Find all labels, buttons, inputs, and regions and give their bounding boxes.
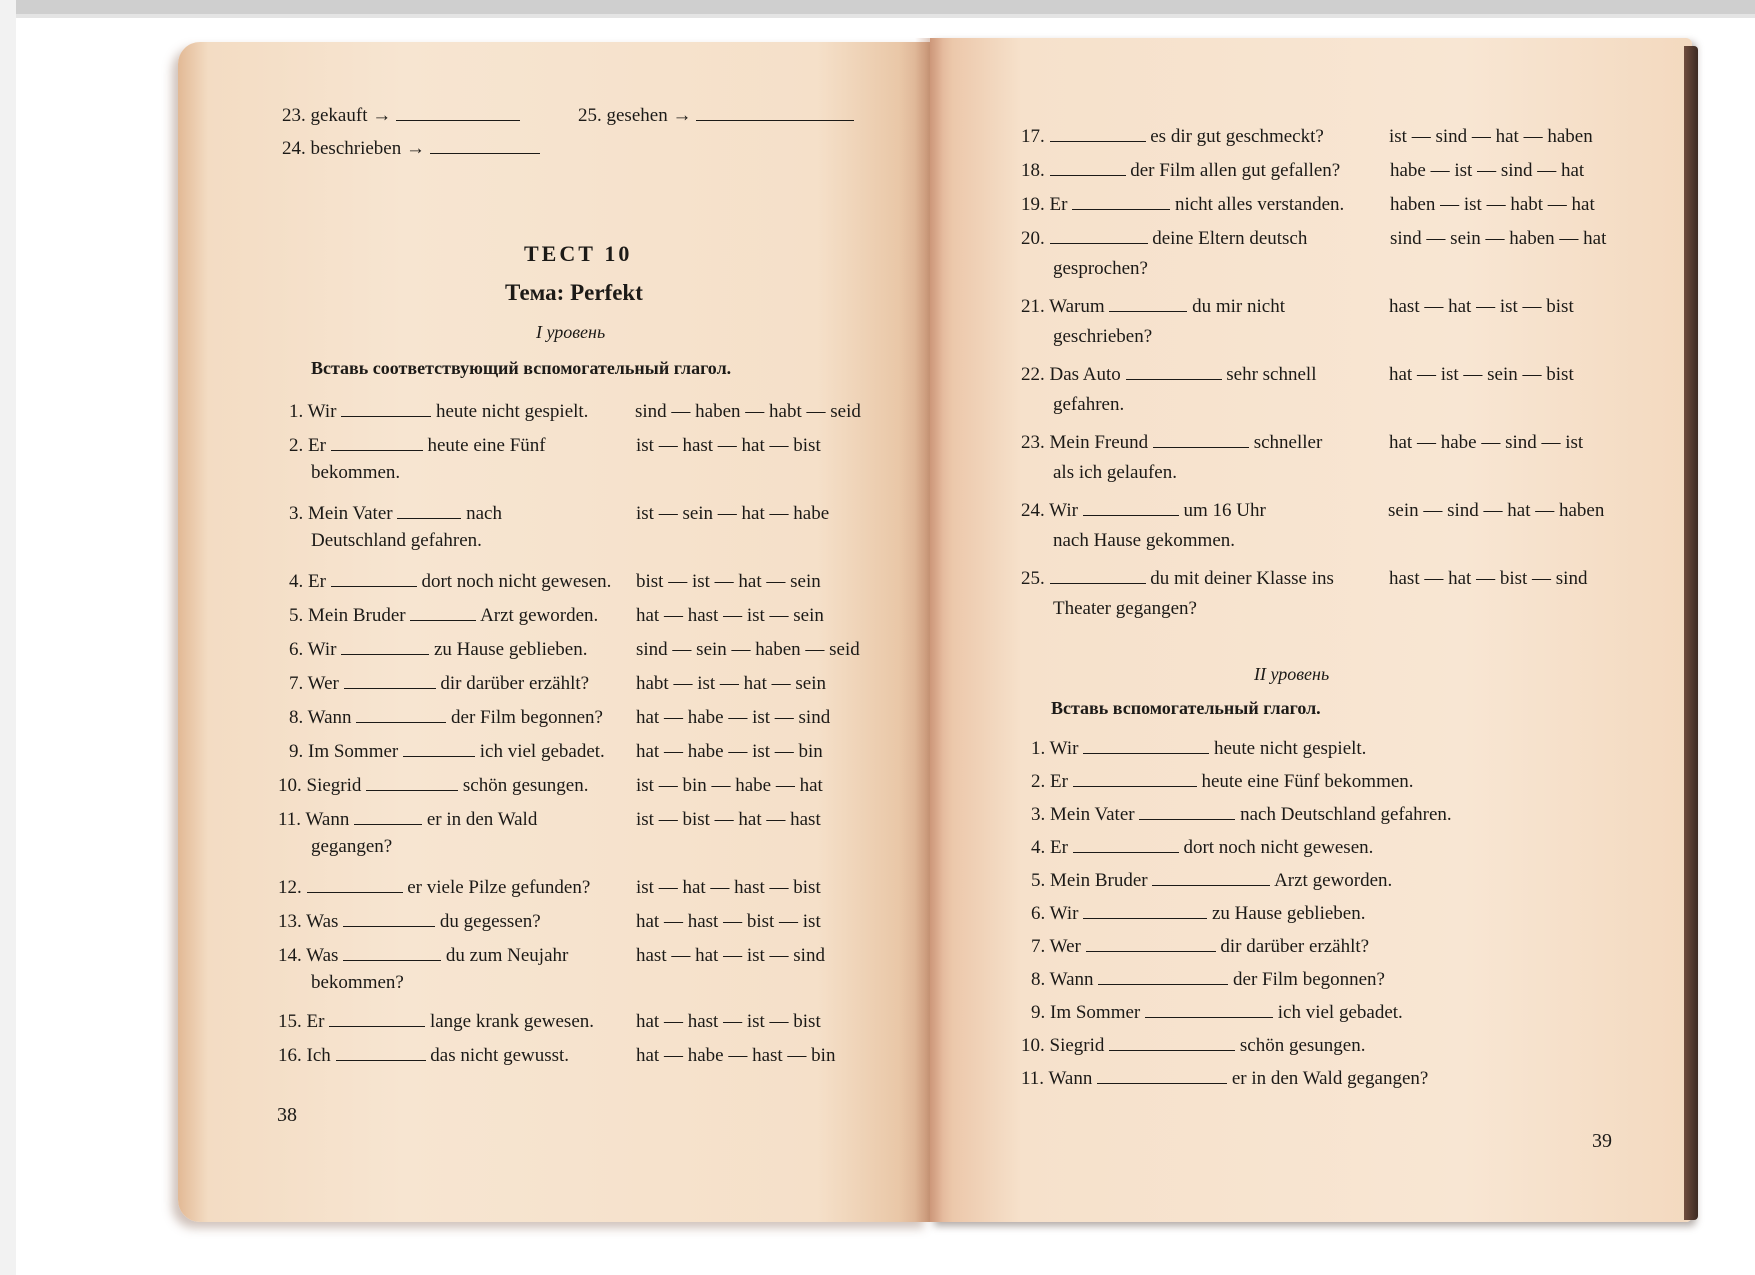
exercise-item [1031, 932, 1369, 962]
item-word: gekauft → [310, 105, 392, 126]
item-rest: Arzt geworden. [480, 605, 599, 626]
item-subject: Er [308, 435, 326, 456]
item-number: 7. [1031, 936, 1046, 957]
exercise-item [278, 1007, 594, 1037]
item-number: 1. [289, 401, 304, 422]
test-title: ТЕСТ 10 [524, 241, 633, 266]
item-rest: das nicht gewusst. [430, 1045, 570, 1066]
answer-blank[interactable] [336, 1042, 426, 1061]
answer-blank[interactable] [1126, 361, 1222, 380]
item-number: 23. [1021, 432, 1045, 453]
book-edge [1684, 46, 1698, 1220]
answer-blank[interactable] [1050, 565, 1146, 584]
answer-blank[interactable] [1097, 1065, 1227, 1084]
item-rest: dort noch nicht gewesen. [421, 571, 612, 592]
item-rest: schön gesungen. [1239, 1035, 1366, 1056]
exercise-item [289, 499, 502, 529]
answer-blank[interactable] [396, 102, 520, 121]
answer-options: bist — ist — hat — sein [636, 571, 821, 592]
answer-blank[interactable] [1139, 801, 1235, 820]
item-rest: du gegessen? [439, 911, 541, 932]
answer-blank[interactable] [397, 500, 461, 519]
answer-blank[interactable] [356, 704, 446, 723]
answer-blank[interactable] [696, 102, 854, 121]
item-number: 25. [578, 105, 602, 126]
item-rest: er in den Wald [426, 809, 538, 830]
answer-blank[interactable] [366, 772, 458, 791]
answer-blank[interactable] [1072, 191, 1170, 210]
item-continuation: gegangen? [311, 836, 393, 857]
item-subject: Er [1050, 837, 1068, 858]
answer-blank[interactable] [403, 738, 475, 757]
answer-blank[interactable] [343, 908, 435, 927]
item-number: 23. [282, 105, 306, 126]
item-subject: Er [306, 1011, 325, 1032]
test-topic: Тема: Perfekt [505, 280, 643, 305]
exercise-item [1031, 734, 1366, 764]
answer-options: ist — sein — hat — habe [636, 503, 830, 524]
item-number: 9. [1031, 1002, 1046, 1023]
item-rest: dir darüber erzählt? [440, 673, 590, 694]
exercise-item [1031, 998, 1403, 1028]
item-subject: Was [306, 945, 339, 966]
exercise-item [1021, 496, 1266, 526]
answer-blank[interactable] [1153, 429, 1249, 448]
page-number-right: 39 [1592, 1130, 1612, 1152]
item-rest: der Film allen gut gefallen? [1130, 160, 1341, 181]
item-number: 17. [1021, 126, 1045, 147]
item-subject: Er [308, 571, 326, 592]
answer-options: hat — hast — ist — bist [636, 1011, 821, 1032]
answer-options: sind — sein — haben — hat [1390, 228, 1607, 249]
answer-blank[interactable] [341, 636, 429, 655]
item-rest: dort noch nicht gewesen. [1183, 837, 1374, 858]
item-number: 6. [1031, 903, 1046, 924]
scan-border-top [0, 0, 1755, 14]
answer-options: ist — hast — hat — bist [636, 435, 821, 456]
exercise-item [278, 771, 588, 801]
item-number: 7. [289, 673, 304, 694]
item-subject: Im Sommer [308, 741, 399, 762]
answer-blank[interactable] [329, 1008, 425, 1027]
item-number: 10. [278, 775, 302, 796]
item-subject: Mein Vater [1050, 804, 1135, 825]
item-number: 24. [282, 138, 306, 159]
answer-blank[interactable] [331, 568, 417, 587]
exercise-item [1031, 965, 1385, 995]
exercise-item [289, 601, 598, 631]
answer-options: haben — ist — habt — hat [1390, 194, 1595, 215]
item-subject: Was [306, 911, 339, 932]
answer-options: sind — haben — habt — seid [635, 401, 861, 422]
item-subject: Er [1050, 771, 1068, 792]
item-continuation: bekommen? [311, 972, 404, 993]
item-subject: Das Auto [1049, 364, 1121, 385]
item-number: 18. [1021, 160, 1045, 181]
item-rest: heute nicht gespielt. [1213, 738, 1367, 759]
item-subject: Wer [1049, 936, 1081, 957]
item-subject: Mein Bruder [1050, 870, 1148, 891]
item-subject: Wann [1048, 1068, 1093, 1089]
answer-blank[interactable] [410, 602, 476, 621]
item-rest: schneller [1253, 432, 1323, 453]
item-rest: heute nicht gespielt. [435, 401, 589, 422]
answer-options: hat — habe — hast — bin [636, 1045, 836, 1066]
item-subject: Wir [307, 401, 337, 422]
item-number: 21. [1021, 296, 1045, 317]
item-subject: Siegrid [1049, 1035, 1105, 1056]
exercise-item [1031, 866, 1392, 896]
item-number: 5. [289, 605, 304, 626]
item-number: 1. [1031, 738, 1046, 759]
level-2-heading: II уровень [1254, 664, 1330, 684]
exercise-item [1021, 190, 1344, 220]
item-number: 25. [1021, 568, 1045, 589]
item-continuation: bekommen. [311, 462, 401, 483]
item-rest: nach [466, 503, 502, 524]
answer-blank[interactable] [1152, 867, 1270, 886]
item-rest: es dir gut geschmeckt? [1150, 126, 1324, 147]
item-rest: der Film begonnen? [451, 707, 603, 728]
item-rest: heute eine Fünf [427, 435, 546, 456]
answer-blank[interactable] [430, 135, 540, 154]
answer-options: sein — sind — hat — haben [1388, 500, 1605, 521]
item-rest: Arzt geworden. [1274, 870, 1393, 891]
item-subject: Mein Vater [308, 503, 393, 524]
exercise-item [289, 431, 546, 461]
item-continuation: geschrieben? [1053, 326, 1153, 347]
item-continuation: gefahren. [1053, 394, 1125, 415]
answer-blank[interactable] [344, 670, 436, 689]
item-rest: sehr schnell [1226, 364, 1317, 385]
item-word: beschrieben → [310, 138, 425, 159]
item-subject: Wann [305, 809, 350, 830]
item-rest: er in den Wald gegangen? [1231, 1068, 1429, 1089]
exercise-item [1031, 767, 1414, 797]
answer-options: hat — habe — sind — ist [1389, 432, 1584, 453]
answer-options: hast — hat — ist — bist [1389, 296, 1574, 317]
page-number-left: 38 [277, 1104, 297, 1126]
answer-blank[interactable] [1073, 834, 1179, 853]
exercise-item [1031, 800, 1452, 830]
answer-blank[interactable] [1050, 225, 1148, 244]
item-number: 20. [1021, 228, 1045, 249]
item-subject: Warum [1049, 296, 1105, 317]
item-number: 24. [1021, 500, 1045, 521]
item-continuation: Deutschland gefahren. [311, 530, 482, 551]
item-subject: Wann [307, 707, 352, 728]
item-number: 19. [1021, 194, 1045, 215]
item-rest: heute eine Fünf bekommen. [1201, 771, 1414, 792]
exercise-item [278, 907, 541, 937]
item-subject: Wir [307, 639, 337, 660]
item-subject: Mein Freund [1049, 432, 1149, 453]
item-subject: Ich [306, 1045, 331, 1066]
item-rest: nicht alles verstanden. [1174, 194, 1345, 215]
item-subject: Siegrid [306, 775, 362, 796]
item-number: 8. [1031, 969, 1046, 990]
answer-blank[interactable] [343, 942, 441, 961]
item-subject: Er [1049, 194, 1068, 215]
item-continuation: gesprochen? [1053, 258, 1148, 279]
item-number: 11. [1021, 1068, 1045, 1089]
exercise-item [278, 941, 568, 971]
answer-options: ist — sind — hat — haben [1389, 126, 1593, 147]
answer-blank[interactable] [331, 432, 423, 451]
exercise-item [1031, 833, 1373, 863]
item-number: 3. [289, 503, 304, 524]
item-number: 4. [1031, 837, 1046, 858]
answer-blank[interactable] [1145, 999, 1273, 1018]
answer-blank[interactable] [307, 874, 403, 893]
item-number: 16. [278, 1045, 302, 1066]
exercise-item [1021, 1064, 1428, 1094]
carryover-item-23 [282, 101, 520, 131]
exercise-item [289, 567, 611, 597]
exercise-item [289, 669, 589, 699]
item-continuation: Theater gegangen? [1053, 598, 1197, 619]
answer-options: hat — habe — ist — bin [636, 741, 823, 762]
exercise-item [278, 1041, 569, 1071]
answer-blank[interactable] [1109, 293, 1187, 312]
answer-blank[interactable] [1050, 157, 1126, 176]
answer-options: ist — bist — hat — hast [636, 809, 821, 830]
level-heading: I уровень [536, 322, 606, 342]
answer-options: hat — habe — ist — sind [636, 707, 831, 728]
exercise-item [289, 737, 605, 767]
exercise-item [289, 703, 603, 733]
item-rest: der Film begonnen? [1233, 969, 1385, 990]
item-number: 14. [278, 945, 302, 966]
item-rest: schön gesungen. [462, 775, 589, 796]
item-number: 3. [1031, 804, 1046, 825]
item-continuation: nach Hause gekommen. [1053, 530, 1236, 551]
answer-options: habe — ist — sind — hat [1390, 160, 1585, 181]
answer-options: habt — ist — hat — sein [636, 673, 826, 694]
answer-options: hat — hast — bist — ist [636, 911, 821, 932]
item-subject: Mein Bruder [308, 605, 406, 626]
item-number: 22. [1021, 364, 1045, 385]
scan-border-shadow [0, 14, 1755, 18]
exercise-item [1021, 224, 1307, 254]
item-number: 2. [1031, 771, 1046, 792]
item-subject: Wir [1049, 903, 1079, 924]
item-number: 6. [289, 639, 304, 660]
book-gutter [915, 38, 943, 1222]
exercise-item [1021, 156, 1340, 186]
answer-blank[interactable] [1083, 497, 1179, 516]
answer-options: hast — hat — bist — sind [1389, 568, 1588, 589]
answer-options: hat — hast — ist — sein [636, 605, 824, 626]
level-2-instruction: Вставь вспомогательный глагол. [1051, 698, 1321, 718]
item-number: 9. [289, 741, 304, 762]
item-number: 2. [289, 435, 304, 456]
item-rest: zu Hause geblieben. [433, 639, 588, 660]
exercise-item [1031, 899, 1365, 929]
item-subject: Wir [1049, 738, 1079, 759]
answer-options: ist — hat — hast — bist [636, 877, 821, 898]
item-rest: du mit deiner Klasse ins [1150, 568, 1334, 589]
item-number: 15. [278, 1011, 302, 1032]
item-rest: du mir nicht [1192, 296, 1286, 317]
carryover-item-24 [282, 134, 540, 164]
item-rest: nach Deutschland gefahren. [1240, 804, 1452, 825]
answer-options: ist — bin — habe — hat [636, 775, 823, 796]
item-rest: um 16 Uhr [1183, 500, 1266, 521]
exercise-item [1021, 564, 1334, 594]
answer-blank[interactable] [354, 806, 422, 825]
item-number: 11. [278, 809, 302, 830]
item-subject: Im Sommer [1050, 1002, 1141, 1023]
exercise-item [1021, 428, 1322, 458]
item-number: 12. [278, 877, 302, 898]
item-rest: lange krank gewesen. [429, 1011, 595, 1032]
exercise-item [1021, 1031, 1365, 1061]
answer-blank[interactable] [1109, 1032, 1235, 1051]
answer-blank[interactable] [1073, 768, 1197, 787]
answer-blank[interactable] [1083, 735, 1209, 754]
item-continuation: als ich gelaufen. [1053, 462, 1177, 483]
item-subject: Wir [1049, 500, 1078, 521]
exercise-item [278, 805, 537, 835]
exercise-item [278, 873, 590, 903]
item-number: 8. [289, 707, 304, 728]
item-rest: zu Hause geblieben. [1211, 903, 1366, 924]
item-word: gesehen → [606, 105, 692, 126]
exercise-item [1021, 360, 1316, 390]
item-rest: dir darüber erzählt? [1220, 936, 1370, 957]
exercise-item [1021, 292, 1285, 322]
item-number: 5. [1031, 870, 1046, 891]
instruction: Вставь соответствующий вспомогательный глагол. [311, 358, 732, 378]
exercise-item [289, 635, 587, 665]
answer-blank[interactable] [1083, 900, 1207, 919]
item-subject: Wann [1049, 969, 1094, 990]
answer-options: hast — hat — ist — sind [636, 945, 825, 966]
item-rest: ich viel gebadet. [1277, 1002, 1403, 1023]
item-rest: du zum Neujahr [445, 945, 569, 966]
item-rest: deine Eltern deutsch [1152, 228, 1308, 249]
item-number: 10. [1021, 1035, 1045, 1056]
answer-blank[interactable] [1050, 123, 1146, 142]
exercise-item [1021, 122, 1324, 152]
item-number: 4. [289, 571, 304, 592]
scan-border-left [0, 0, 16, 1275]
answer-blank[interactable] [1098, 966, 1228, 985]
item-number: 13. [278, 911, 302, 932]
carryover-item-25 [578, 101, 854, 131]
item-subject: Wer [307, 673, 339, 694]
answer-blank[interactable] [1086, 933, 1216, 952]
answer-blank[interactable] [341, 398, 431, 417]
answer-options: sind — sein — haben — seid [636, 639, 860, 660]
item-rest: ich viel gebadet. [479, 741, 605, 762]
item-rest: er viele Pilze gefunden? [407, 877, 591, 898]
exercise-item [289, 397, 588, 427]
answer-options: hat — ist — sein — bist [1389, 364, 1574, 385]
